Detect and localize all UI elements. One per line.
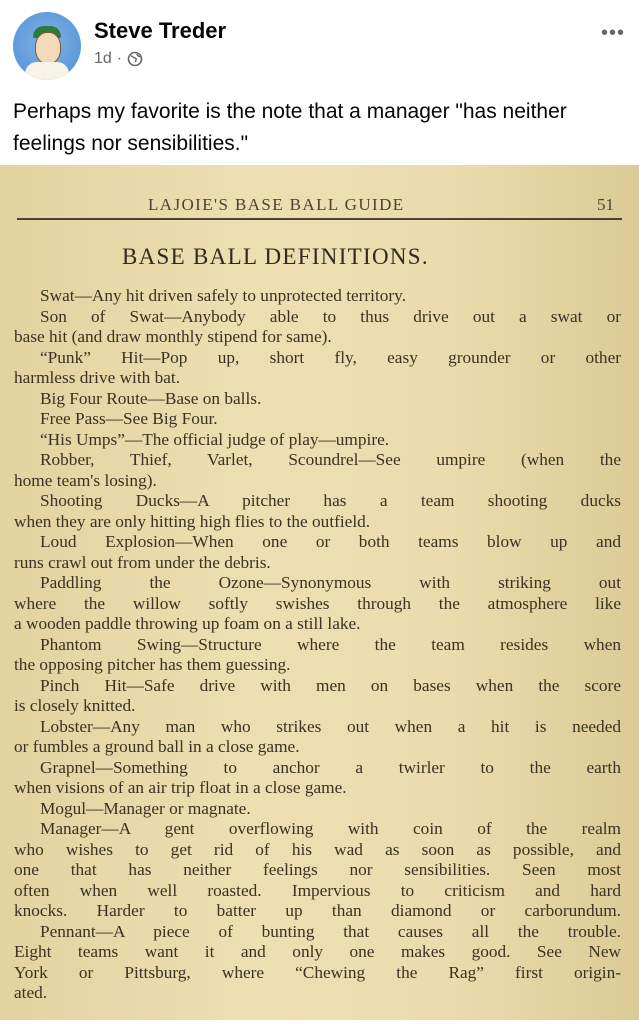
text-line: Phantom Swing—Structure where the team resides when	[40, 634, 621, 654]
text-line: when visions of an air trip float in a close game.	[14, 778, 347, 797]
text-line: Manager—A gent overflowing with coin of the realm	[40, 819, 621, 838]
text-line: “His Umps”—The official judge of play—umpire.	[40, 429, 390, 449]
author-name[interactable]: Steve Treder	[94, 18, 227, 43]
text-line: Grapnel—Something to anchor a twirler to the earth	[40, 757, 621, 777]
author-avatar[interactable]	[13, 12, 81, 80]
globe-icon[interactable]	[127, 51, 143, 67]
page-number: 51	[597, 195, 614, 214]
definitions-text	[14, 286, 621, 1004]
text-line: Paddling the Ozone—Synonymous with striking out	[40, 573, 621, 592]
text-line: where the willow softly swishes through the atmosphere like	[14, 593, 621, 613]
text-line: harmless drive with bat.	[14, 368, 181, 387]
text-line: Shooting Ducks—A pitcher has a team shooting ducks	[40, 491, 621, 510]
text-line: York or Pittsburg, where “Chewing the Rag” first origin-	[14, 962, 621, 982]
text-line: Eight teams want it and only one makes good. See New	[14, 942, 621, 961]
running-head: LAJOIE'S BASE BALL GUIDE	[148, 195, 405, 214]
post-image-scan[interactable]	[0, 165, 639, 1020]
text-line: Son of Swat—Anybody able to thus drive out a swat or	[40, 306, 621, 326]
text-line: the opposing pitcher has them guessing.	[14, 655, 291, 674]
text-line: Mogul—Manager or magnate.	[40, 798, 251, 818]
page-title: BASE BALL DEFINITIONS.	[122, 244, 429, 269]
post-time[interactable]: 1d	[94, 50, 112, 67]
text-line: Big Four Route—Base on balls.	[40, 388, 262, 408]
text-line: is closely knitted.	[14, 696, 136, 715]
text-line: Free Pass—See Big Four.	[40, 409, 218, 428]
header-rule	[17, 218, 622, 220]
more-options-button[interactable]: •••	[600, 22, 625, 44]
text-line: often when well roasted. Impervious to criticism and hard	[14, 880, 621, 900]
text-line: base hit (and draw monthly stipend for same).	[14, 327, 332, 346]
text-line: Lobster—Any man who strikes out when a hit is needed	[40, 716, 621, 736]
post-caption: Perhaps my favorite is the note that a manager "has neither feelings nor sensibilities."	[13, 100, 567, 155]
text-line: runs crawl out from under the debris.	[14, 552, 271, 572]
post-meta	[94, 50, 143, 68]
text-line: “Punk” Hit—Pop up, short fly, easy grounder or other	[40, 347, 621, 367]
text-line: Swat—Any hit driven safely to unprotected territory.	[40, 286, 407, 305]
text-line: knocks. Harder to batter up than diamond or carborundum.	[14, 901, 621, 920]
text-line: Robber, Thief, Varlet, Scoundrel—See umpire (when the	[40, 450, 621, 469]
text-line: or fumbles a ground ball in a close game.	[14, 737, 300, 756]
text-line: when they are only hitting high flies to the outfield.	[14, 511, 371, 531]
text-line: Loud Explosion—When one or both teams blow up and	[40, 532, 621, 551]
avatar-face	[35, 32, 61, 64]
avatar-body	[25, 62, 69, 80]
text-line: one that has neither feelings nor sensibilities. Seen most	[14, 860, 621, 879]
text-line: a wooden paddle throwing up foam on a still lake.	[14, 614, 361, 633]
text-line: who wishes to get rid of his wad as soon as possible, and	[14, 839, 621, 859]
meta-separator: ·	[116, 50, 123, 67]
text-line: ated.	[14, 983, 48, 1002]
text-line: Pinch Hit—Safe drive with men on bases when the score	[40, 675, 621, 695]
text-line: home team's losing).	[14, 470, 157, 490]
text-line: Pennant—A piece of bunting that causes all the trouble.	[40, 921, 621, 941]
